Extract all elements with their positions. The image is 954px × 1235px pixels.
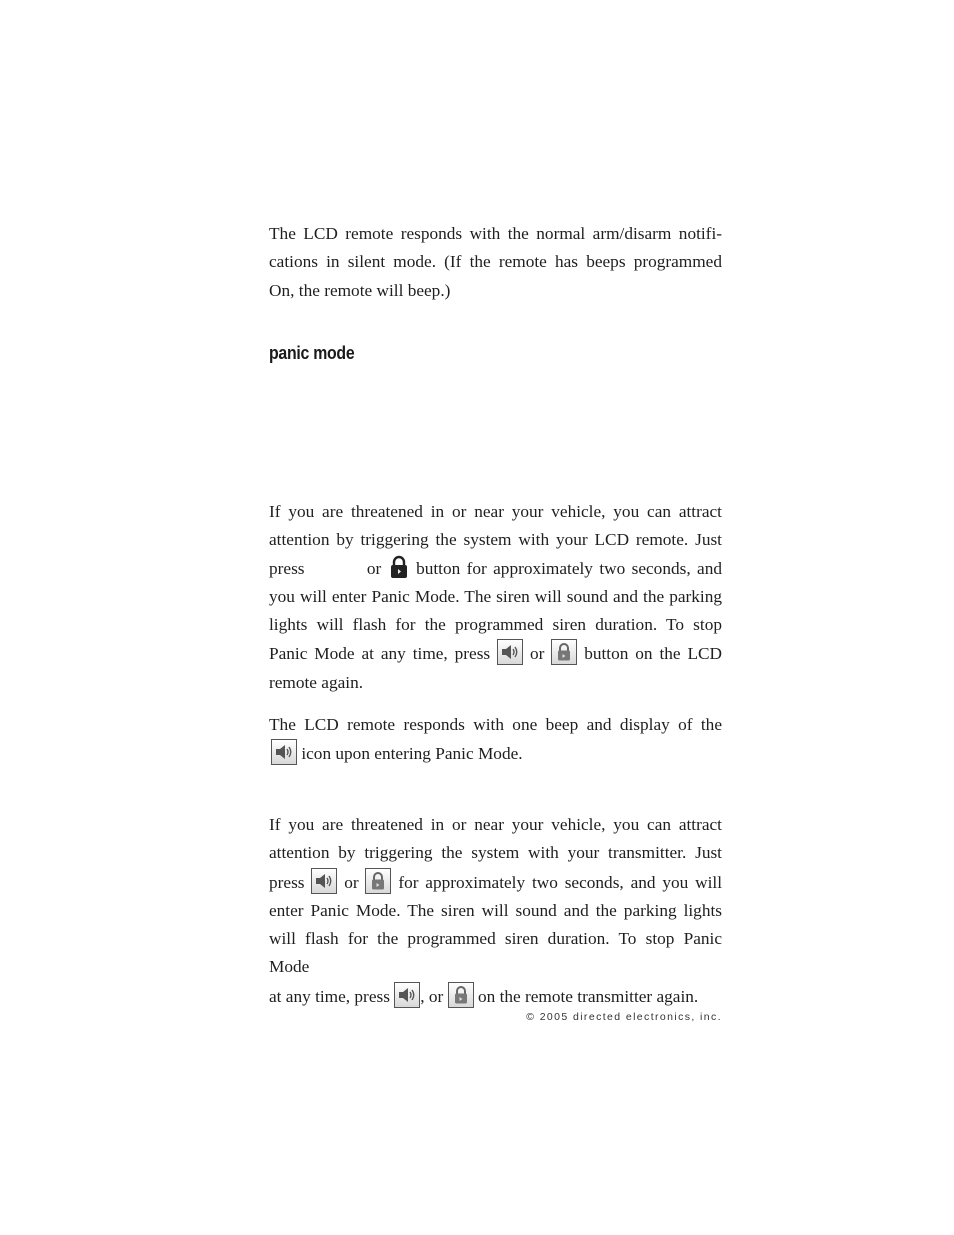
text-fragment: on the remote transmitter again. — [477, 986, 699, 1006]
text-fragment: button for approximately two seconds, and — [416, 558, 722, 578]
text-fragment: press — [269, 558, 305, 578]
intro-line: cations in silent mode. (If the remote has beeps programmed — [269, 252, 722, 272]
text-line: remote again. — [269, 672, 364, 692]
section-heading: panic mode — [269, 343, 355, 363]
text-fragment: for approximately two seconds, and you will — [398, 872, 722, 892]
lock-icon — [388, 555, 410, 579]
text-fragment: or — [344, 872, 359, 892]
lcd-response-paragraph — [269, 711, 722, 769]
text-line — [269, 982, 722, 1011]
text-line: attention by triggering the system with your transmitter. Just — [269, 843, 722, 863]
text-fragment: at any time, press — [269, 986, 390, 1006]
text-line — [269, 868, 722, 897]
lcd-panic-paragraph — [269, 498, 722, 697]
text-fragment: icon upon entering Panic Mode. — [301, 744, 523, 764]
text-line: you will enter Panic Mode. The siren will sound and the parking — [269, 586, 722, 606]
siren-icon — [497, 639, 523, 665]
text-fragment: or — [529, 644, 545, 664]
text-line — [269, 555, 722, 583]
text-line: attention by triggering the system with your LCD remote. Just — [269, 530, 722, 550]
text-line: lights will flash for the programmed siren duration. To stop — [269, 615, 722, 635]
lock-icon — [551, 639, 577, 665]
text-fragment: press — [269, 872, 305, 892]
text-line — [269, 639, 722, 668]
intro-line: On, the remote will beep.) — [269, 280, 451, 300]
text-line: enter Panic Mode. The siren will sound and the parking lights — [269, 900, 722, 920]
text-line — [269, 739, 722, 768]
text-fragment: button on the LCD — [584, 644, 723, 664]
intro-line: The LCD remote responds with the normal arm/disarm notifi- — [269, 224, 722, 243]
text-line: If you are threatened in or near your vehicle, you can attract — [269, 502, 722, 521]
text-fragment: or — [366, 558, 382, 578]
text-line: will flash for the programmed siren duration. To stop Panic Mode — [269, 929, 722, 977]
text-line: If you are threatened in or near your vehicle, you can attract — [269, 815, 722, 834]
siren-icon — [311, 868, 337, 894]
lock-icon — [365, 868, 391, 894]
intro-paragraph — [269, 220, 722, 305]
transmitter-panic-paragraph — [269, 811, 722, 1011]
siren-icon — [271, 739, 297, 765]
lock-icon — [448, 982, 474, 1008]
text-line: The LCD remote responds with one beep and display of the — [269, 715, 722, 734]
copyright-footer: © 2005 directed electronics, inc. — [526, 1011, 722, 1023]
text-fragment: , or — [420, 986, 444, 1006]
text-fragment: Panic Mode at any time, press — [269, 644, 491, 664]
siren-icon — [394, 982, 420, 1008]
